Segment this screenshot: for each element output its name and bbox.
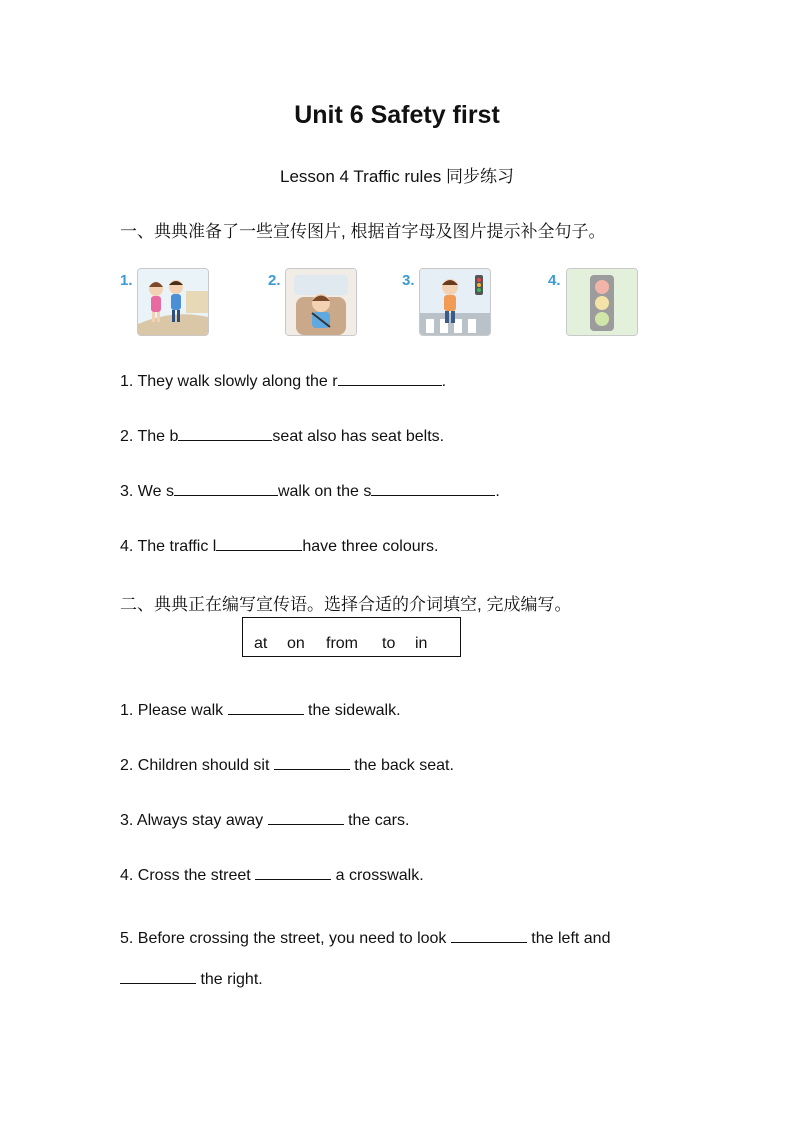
traffic-light-image [566, 268, 638, 336]
word-option: in [415, 635, 428, 652]
section2-question-3: 3. Always stay away the cars. [120, 808, 409, 830]
section2-question-5: 5. Before crossing the street, you need to look the left and the right. [120, 918, 676, 1000]
picture-number-2: 2. [268, 272, 281, 289]
answer-blank[interactable] [338, 369, 442, 386]
section2-question-2: 2. Children should sit the back seat. [120, 753, 454, 775]
lesson-subtitle: Lesson 4 Traffic rules 同步练习 [280, 167, 514, 186]
boy-in-car-seat-image [285, 268, 357, 336]
picture-number-4: 4. [548, 272, 561, 289]
answer-blank[interactable] [228, 698, 304, 715]
answer-blank[interactable] [451, 926, 527, 943]
answer-blank[interactable] [371, 479, 495, 496]
word-option: to [382, 635, 396, 652]
answer-blank[interactable] [274, 753, 350, 770]
section1-question-1: 1. They walk slowly along the r . [120, 369, 446, 391]
section1-instruction: 一、典典准备了一些宣传图片, 根据首字母及图片提示补全句子。 [120, 222, 606, 241]
section1-question-3: 3. We s walk on the s . [120, 479, 500, 501]
answer-blank[interactable] [255, 863, 331, 880]
picture-number-1: 1. [120, 272, 133, 289]
picture-number-3: 3. [402, 272, 415, 289]
word-option: at [254, 635, 268, 652]
answer-blank[interactable] [174, 479, 278, 496]
boy-on-crosswalk-image [419, 268, 491, 336]
page-title: Unit 6 Safety first [294, 101, 500, 129]
section2-question-1: 1. Please walk the sidewalk. [120, 698, 401, 720]
section1-question-2: 2. The b seat also has seat belts. [120, 424, 444, 446]
answer-blank[interactable] [178, 424, 272, 441]
answer-blank[interactable] [268, 808, 344, 825]
word-bank [242, 617, 461, 657]
children-walking-road-image [137, 268, 209, 336]
answer-blank[interactable] [120, 967, 196, 984]
section2-question-4: 4. Cross the street a crosswalk. [120, 863, 424, 885]
section2-instruction: 二、典典正在编写宣传语。选择合适的介词填空, 完成编写。 [120, 595, 572, 614]
word-option: on [287, 635, 305, 652]
section1-question-4: 4. The traffic l have three colours. [120, 534, 438, 556]
answer-blank[interactable] [216, 534, 302, 551]
word-option: from [326, 635, 358, 652]
